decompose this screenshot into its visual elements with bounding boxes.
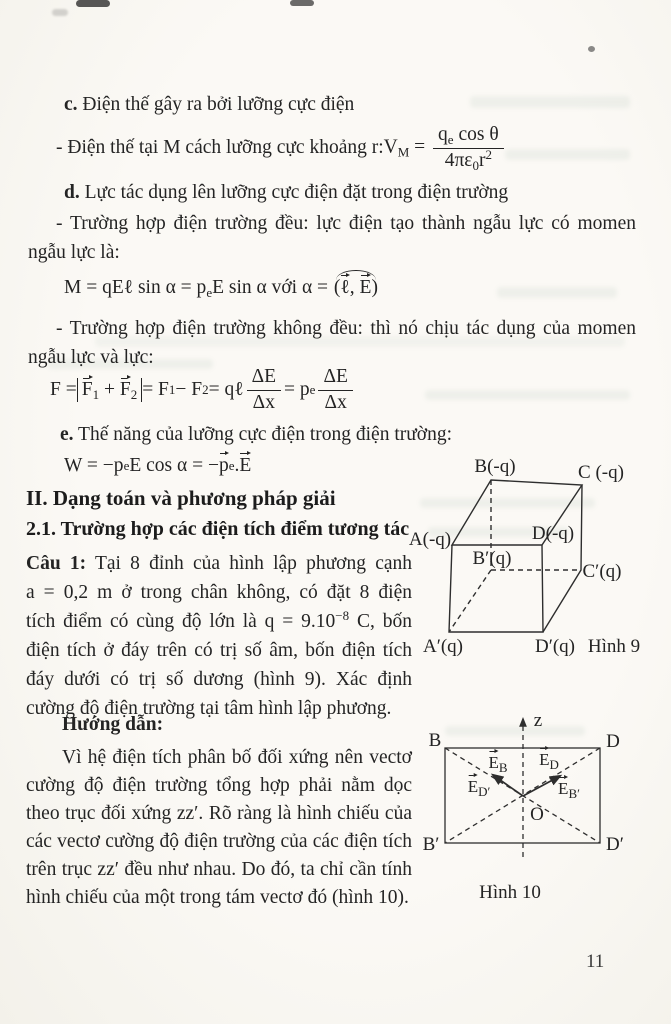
fraction: [247, 366, 281, 414]
formula-body: [64, 274, 379, 299]
heading-2-1: 2.1. Trường hợp các điện tích điểm tương tác: [26, 518, 410, 540]
corner-label-B: B: [428, 730, 442, 751]
uniform-field-line-2: ngẫu lực là:: [28, 242, 120, 263]
text-line: cường độ điện trường tại tâm hình lập phương.: [26, 698, 392, 719]
vertex-label-A-prime: A′(q): [422, 636, 464, 657]
numerator: ΔE: [318, 366, 352, 390]
item-label: d.: [64, 182, 80, 203]
nonuniform-field-line-1: - Trường hợp điện trường không đều: thì nó chịu tác dụng của momen: [56, 318, 636, 339]
page-number: 11: [586, 951, 605, 972]
figure-9: [402, 452, 652, 667]
vertex-label-C: C (-q): [578, 462, 624, 483]
origin-label-O: O: [530, 804, 544, 825]
math-token: q: [438, 124, 448, 146]
problem-label: Câu 1:: [26, 553, 87, 574]
vector-E: E: [359, 277, 372, 298]
vector-E: E: [467, 777, 479, 796]
bleed-through-texture: [505, 149, 630, 160]
text-line: [26, 607, 412, 636]
absolute-value: [77, 378, 142, 402]
vector-E: E: [488, 753, 499, 772]
math-token: B′: [568, 786, 580, 801]
vector-label-EB: [488, 753, 507, 773]
text-line: điện tích ở đáy trên có trị số âm, bốn điện tích: [26, 640, 412, 661]
text-line: trên trục zz′ đều như nhau. Do đó, ta chỉ cần tính: [26, 859, 412, 880]
corner-label-D-prime: D′: [606, 834, 624, 855]
formula-vm: [384, 124, 507, 172]
math-token: E sin α với α =: [212, 277, 333, 298]
math-token: W = −p: [64, 455, 124, 476]
math-token: e: [206, 285, 213, 300]
math-token: M: [397, 144, 410, 160]
fraction: [318, 366, 352, 414]
math-token: ): [371, 277, 378, 298]
text-line: a = 0,2 m ở trong chân không, có đặt 8 điện: [26, 582, 412, 603]
math-token: = qℓ: [208, 379, 244, 400]
vertex-label-B-prime: B′(q): [472, 548, 512, 569]
math-token: = p: [284, 379, 310, 400]
axis-label-z: z: [533, 710, 543, 731]
scan-artifact: [290, 0, 314, 6]
math-token: cos θ: [453, 124, 499, 146]
numerator: [433, 124, 504, 148]
denominator: Δx: [252, 391, 275, 413]
denominator: [433, 146, 504, 173]
math-token: .: [234, 455, 240, 476]
vertex-label-C-prime: C′(q): [582, 561, 622, 582]
vertex-label-A: A(-q): [408, 529, 452, 550]
solution-paragraph: [26, 744, 412, 912]
scan-artifact: [76, 0, 110, 7]
math-token: B: [498, 760, 508, 775]
vector-E: E: [239, 455, 252, 476]
text-line: theo trục đối xứng zz′. Rõ ràng là hình chiếu của: [26, 803, 412, 824]
vector-F2: F: [119, 378, 131, 400]
formula-force: F = $F_1 + F_2$ = F 1 − F 2 = qℓ $\frac{\Delta E}{\Delta x}$ = p e $\frac{\Delta E}{\Delta x}$: [50, 362, 356, 418]
math-token: e: [447, 132, 454, 148]
line-text: - Điện thế tại M cách lưỡng cực khoảng r:: [56, 137, 384, 158]
vertex-label-D: D(-q): [531, 523, 575, 544]
uniform-field-line-1: - Trường hợp điện trường đều: lực điện tạo thành ngẫu lực có momen: [56, 213, 636, 234]
list-item-e: [60, 422, 452, 448]
scan-artifact: [52, 9, 68, 16]
figure-10-caption: Hình 10: [479, 882, 541, 903]
item-label: e.: [60, 424, 74, 445]
text-line: hình chiếu của một trong tám vectơ đó (hình 10).: [26, 887, 409, 908]
math-token: D′: [478, 784, 491, 799]
list-item-c: [64, 92, 354, 118]
vertex-label-D-prime: D′(q): [534, 636, 576, 657]
text-line: đáy dưới có trị số dương (hình 9). Xác định: [26, 669, 412, 690]
math-token: r: [479, 149, 486, 171]
problem-1-paragraph: [26, 549, 412, 723]
text-line: cường độ điện trường tổng hợp phải nằm dọc: [26, 775, 412, 796]
bleed-through-texture: [425, 390, 630, 400]
bleed-through-texture: [470, 96, 630, 108]
item-text: Lực tác dụng lên lưỡng cực điện đặt trong điện trường: [79, 182, 509, 203]
angle-hat: [333, 274, 379, 299]
vector-label-ED: [539, 750, 559, 770]
cube-diagram-svg: [402, 452, 652, 667]
numerator: ΔE: [247, 366, 281, 390]
scan-artifact: [588, 46, 595, 52]
solution-label: Hướng dẫn:: [62, 714, 164, 735]
vector-E: E: [558, 779, 569, 798]
item-text: Thế năng của lưỡng cực điện trong điện trường:: [73, 424, 453, 445]
math-token: 0: [472, 157, 479, 173]
math-token: = F: [142, 379, 169, 400]
item-text: Điện thế gây ra bởi lưỡng cực điện: [77, 94, 355, 115]
dipole-potential-line: [56, 120, 507, 176]
math-token: ,: [349, 277, 360, 298]
math-token: 2: [485, 146, 492, 162]
vector-F1: F: [81, 378, 93, 400]
math-token: E cos α = −: [129, 455, 219, 476]
math-token: V: [383, 136, 398, 158]
math-token: 4πε: [444, 149, 473, 171]
bleed-through-texture: [497, 287, 617, 298]
math-token: +: [99, 378, 120, 400]
corner-label-B-prime: B′: [422, 834, 440, 855]
nonuniform-field-line-2: ngẫu lực và lực:: [28, 347, 154, 368]
math-token: − F: [175, 379, 203, 400]
list-item-d: [64, 180, 508, 206]
math-token: −8: [335, 608, 350, 623]
vector-label-EB-prime: [558, 779, 580, 799]
math-token: 1: [92, 386, 100, 402]
text-line: [26, 549, 412, 578]
figure-9-caption: Hình 9: [587, 636, 641, 657]
math-token: F =: [50, 379, 77, 400]
vector-p: p: [218, 455, 229, 476]
figure-10: [422, 705, 635, 910]
math-token: D: [549, 757, 559, 772]
vertex-label-B: B(-q): [474, 456, 516, 477]
math-token: M = qEℓ sin α = p: [64, 277, 207, 298]
line-text: tích điểm có cùng độ lớn là q = 9.10: [26, 611, 336, 632]
corner-label-D: D: [606, 731, 620, 752]
math-token: (: [333, 277, 341, 298]
formula-energy: W = −p e E cos α = − p e . E: [64, 455, 252, 476]
denominator: Δx: [324, 391, 347, 413]
vector-label-ED-prime: [468, 777, 491, 797]
text-line: các vectơ cường độ điện trường của các điện tích: [26, 831, 412, 852]
fraction: [433, 124, 504, 172]
vector-l: ℓ: [340, 277, 350, 298]
text-line: Vì hệ điện tích phân bố đối xứng nên vectơ: [62, 747, 412, 768]
math-token: =: [409, 136, 431, 158]
line-text: C, bốn: [349, 611, 412, 632]
formula-torque: [64, 274, 379, 299]
line-text: Tại 8 đỉnh của hình lập phương cạnh: [86, 553, 412, 574]
item-label: c.: [64, 94, 78, 115]
vector-E: E: [539, 750, 550, 769]
heading-section-ii: II. Dạng toán và phương pháp giải: [26, 486, 336, 510]
math-token: 2: [130, 386, 138, 402]
